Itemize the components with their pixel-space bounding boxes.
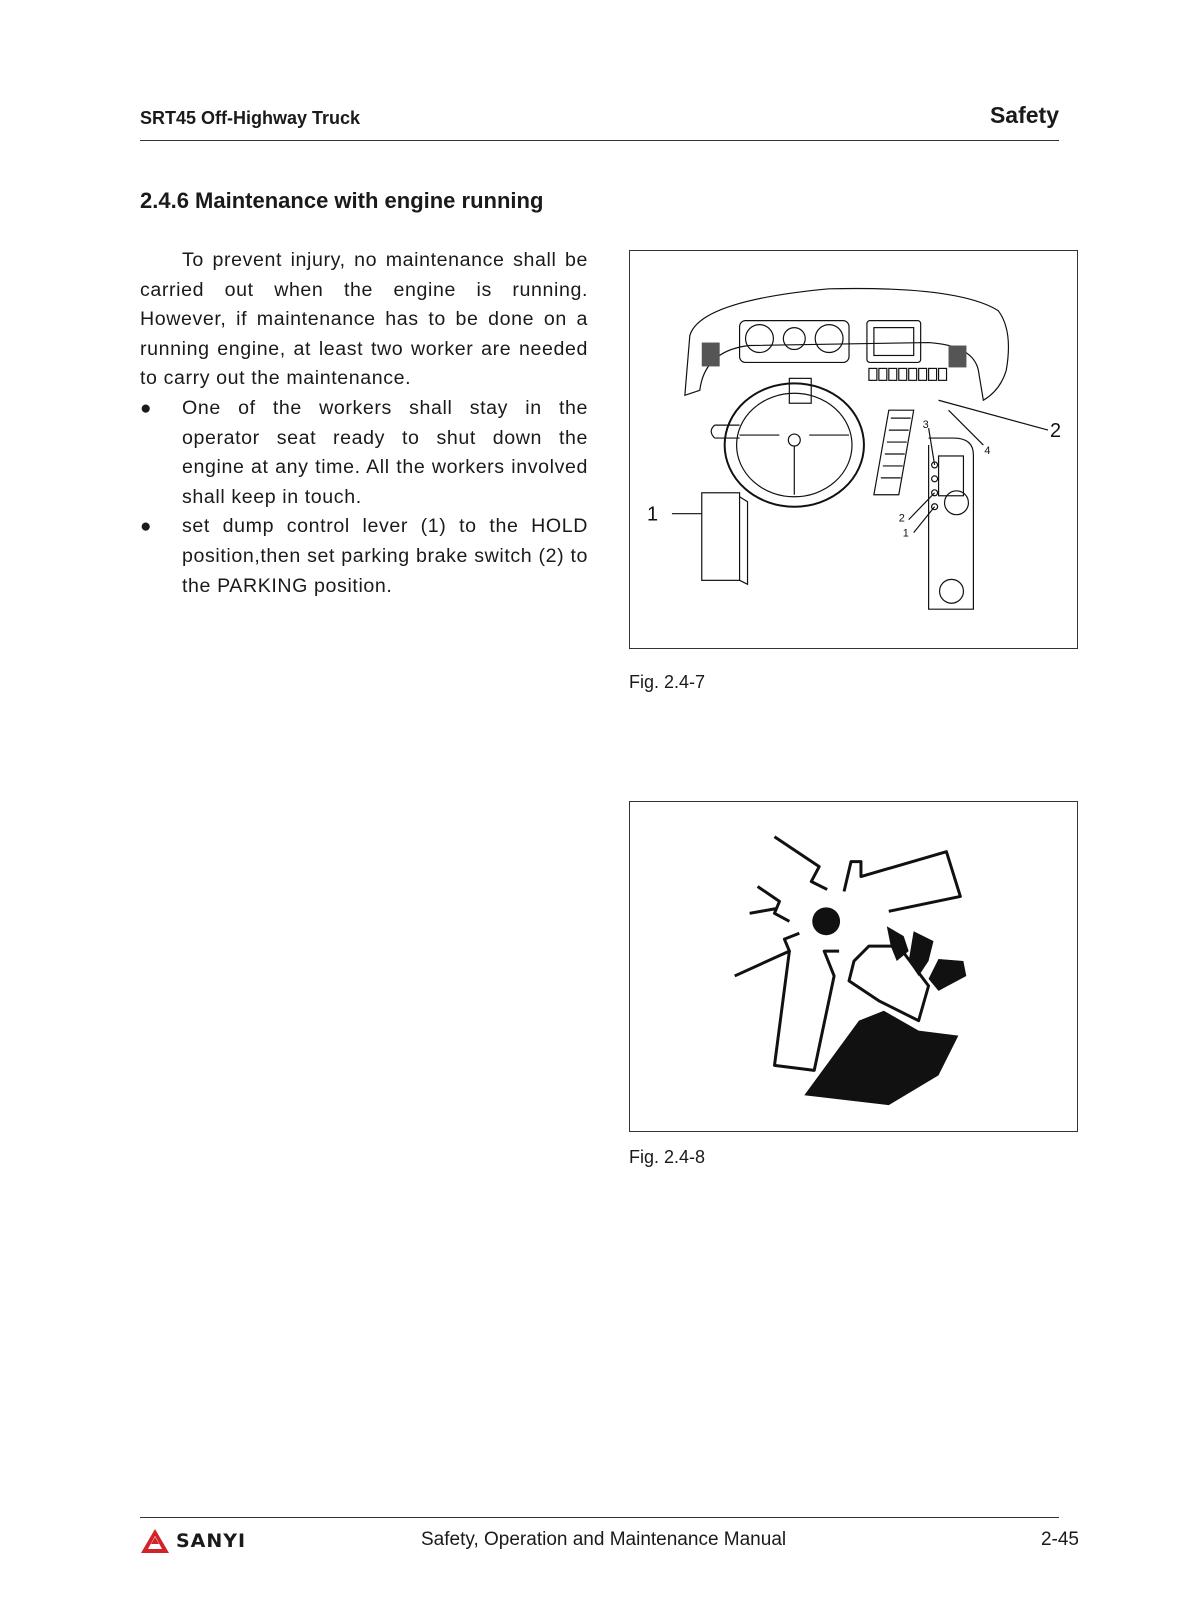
- gauge-left: [746, 325, 774, 353]
- side-console: [929, 438, 974, 609]
- right-vent: [949, 346, 967, 368]
- display-inner: [874, 328, 914, 356]
- dashboard-illustration: [630, 251, 1077, 648]
- callout-small-3: 3: [922, 419, 929, 432]
- brand-logo: [140, 1528, 246, 1554]
- steering-spokes: [740, 435, 849, 495]
- console-knob: [945, 491, 969, 515]
- gauge-center: [783, 328, 805, 350]
- document-title: SRT45 Off-Highway Truck: [140, 108, 361, 128]
- dump-control-box: [702, 493, 740, 581]
- finger-3: [929, 959, 967, 991]
- footer-divider: [140, 1517, 1059, 1518]
- fan-hub: [812, 907, 840, 935]
- section-title: 2.4.6 Maintenance with engine running: [140, 188, 544, 213]
- page-number: 2-45: [1040, 1529, 1079, 1550]
- callout-large-1: 1: [647, 503, 659, 526]
- switch-row: [869, 368, 947, 380]
- accelerator-pedal: [874, 410, 914, 495]
- hand-icon: [804, 1011, 958, 1105]
- instrument-cluster: [740, 321, 849, 363]
- figure-dashboard: [629, 250, 1078, 649]
- dash-shell: [685, 288, 1009, 400]
- fan-hazard-illustration: [630, 802, 1077, 1131]
- console-gate: [939, 456, 964, 496]
- figure-caption: Fig. 2.4-7: [629, 672, 706, 692]
- sanyi-logo-icon: [140, 1528, 170, 1554]
- callout-small-4: 4: [984, 444, 991, 457]
- list-item: [140, 512, 588, 601]
- fan-blade-left: [750, 886, 790, 921]
- callout-small-1: 1: [902, 527, 909, 540]
- manual-title: Safety, Operation and Maintenance Manual: [421, 1529, 787, 1550]
- bullet-text: set dump control lever (1) to the HOLD position,then set parking brake switch (2) to the PARKING position.: [182, 515, 588, 597]
- fan-blade-top: [774, 837, 827, 890]
- brand-name: SANYI: [176, 1530, 247, 1552]
- header-divider: [140, 140, 1059, 141]
- gauge-right: [815, 325, 843, 353]
- bullet-list: [140, 394, 588, 601]
- finger-2: [909, 931, 934, 976]
- display-screen: [867, 321, 921, 363]
- dump-control-box-side: [740, 497, 748, 585]
- callout-4-leader: [949, 410, 984, 445]
- callout-small-2-leader: [909, 493, 935, 520]
- left-vent: [702, 343, 720, 367]
- bullet-icon: ●: [140, 516, 153, 538]
- fan-blade-bottom: [774, 951, 839, 1070]
- bullet-text: One of the workers shall stay in the operator seat ready to shut down the engine at any time. All the workers involved shall keep in touch.: [182, 396, 588, 508]
- bullet-icon: ●: [140, 397, 153, 419]
- figure-caption: Fig. 2.4-8: [629, 1147, 706, 1167]
- callout-3-leader: [929, 428, 935, 465]
- callout-small-2: 2: [898, 512, 905, 525]
- list-item: [140, 394, 588, 512]
- steering-hub: [788, 434, 800, 446]
- figure-fan-hazard: [629, 801, 1078, 1132]
- console-dial: [940, 579, 964, 603]
- steering-column: [789, 378, 811, 403]
- intro-paragraph: To prevent injury, no maintenance shall be carried out when the engine is running. However, if maintenance has to be done on a running engine, at least two worker are needed to carry out the maintenance.: [140, 249, 588, 390]
- chapter-title: Safety: [989, 102, 1059, 128]
- fan-blade-upper-right: [844, 852, 960, 912]
- callout-2-leader: [939, 400, 1048, 430]
- callout-large-2: 2: [1050, 420, 1062, 443]
- section-body: [140, 246, 588, 601]
- console-switches: [932, 462, 938, 510]
